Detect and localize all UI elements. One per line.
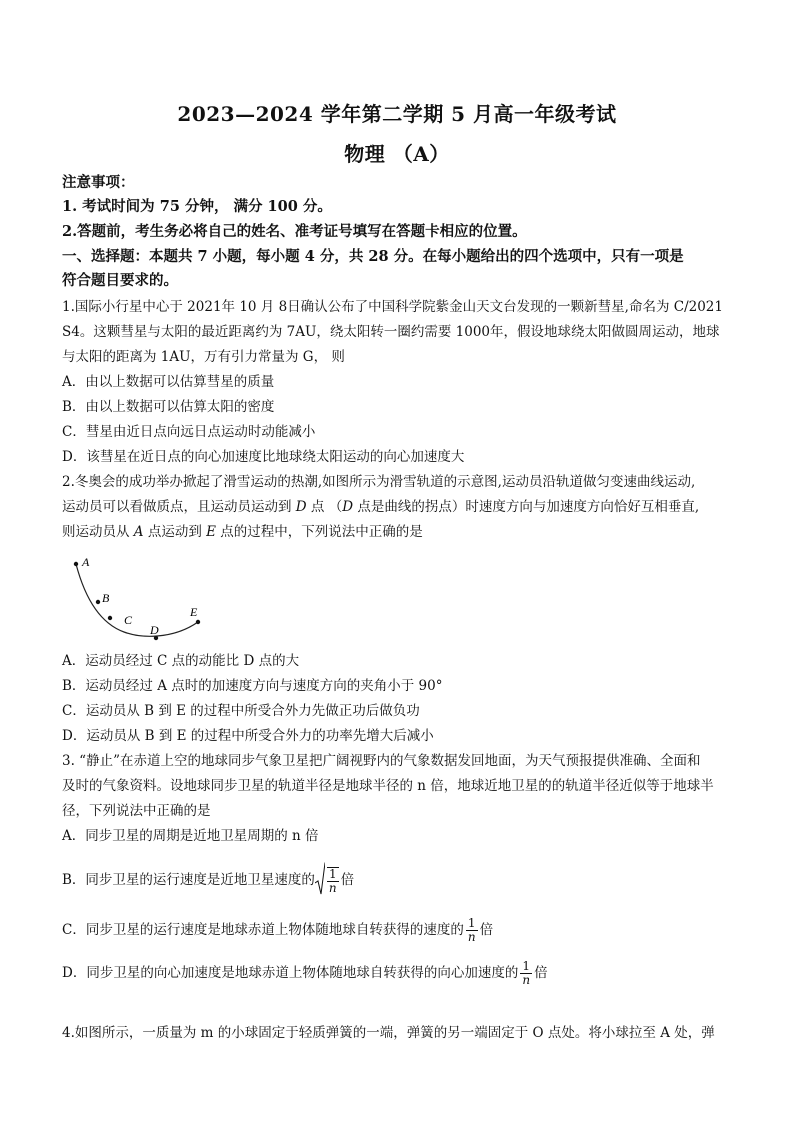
q2-option-c: C．运动员从 B 到 E 的过程中所受合外力先做正功后做负功	[62, 703, 420, 719]
q2-option-a: A．运动员经过 C 点的动能比 D 点的大	[62, 653, 300, 669]
q2-stem-line-2: 运动员可以看做质点，且运动员运动到 D 点 （D 点是曲线的拐点）时速度方向与加速度方向恰好互相垂直,	[62, 499, 700, 515]
section-1-heading-line-2: 符合题目要求的。	[62, 272, 178, 289]
q2-option-d: D．运动员从 B 到 E 的过程中所受合外力的功率先增大后减小	[62, 728, 434, 744]
q2-stem-line-3: 则运动员从 A 点运动到 E 点的过程中，下列说法中正确的是	[62, 524, 423, 540]
q1-option-a: A．由以上数据可以估算彗星的质量	[62, 374, 275, 390]
fraction-1-over-n: $\frac{1}{n}$	[522, 959, 531, 987]
label-d: D	[150, 623, 159, 637]
exam-title: 2023—2024 学年第二学期 5 月高一年级考试	[177, 102, 617, 126]
fraction-1-over-n: $\frac{1}{n}$	[467, 916, 476, 944]
label-b: B	[102, 591, 110, 605]
sqrt-1-over-n: $\frac{1}{n}$	[315, 863, 341, 899]
q3-stem-line-3: 径，下列说法中正确的是	[62, 803, 211, 819]
q3-option-b: B．同步卫星的运行速度是近地卫星速度的 $\frac{1}{n}$ 倍	[62, 862, 742, 899]
q3-option-d: D．同步卫星的向心加速度是地球赤道上物体随地球自转获得的向心加速度的 $\frac{1}{n}$ 倍	[62, 959, 548, 987]
point-c-dot	[108, 616, 112, 620]
q3-stem-line-1: 3. “静止”在赤道上空的地球同步气象卫星把广阔视野内的气象数据发回地面，为天气预报提供准确、全面和	[62, 753, 701, 769]
q1-stem-line-2: S4。这颗彗星与太阳的最近距离约为 7AU，绕太阳转一圈约需要 1000年，假设地球绕太阳做圆周运动，地球	[62, 324, 720, 340]
q1-option-b: B．由以上数据可以估算太阳的密度	[62, 399, 275, 415]
point-e-dot	[196, 620, 200, 624]
q2-stem-line-1: 2.冬奥会的成功举办掀起了滑雪运动的热潮,如图所示为滑雪轨道的示意图,运动员沿轨道做匀变速曲线运动,	[62, 474, 696, 490]
section-1-heading-line-1: 一、选择题：本题共 7 小题，每小题 4 分，共 28 分。在每小题给出的四个选项中，只有一项是	[62, 248, 684, 265]
q3-option-a: A．同步卫星的周期是近地卫星周期的 n 倍	[62, 828, 319, 844]
q1-stem-line-3: 与太阳的距离为 1AU，万有引力常量为 G， 则	[62, 349, 345, 365]
notes-item-1: 1. 考试时间为 75 分钟， 满分 100 分。	[62, 198, 332, 215]
exam-subtitle: 物理 （A）	[344, 142, 450, 166]
label-c: C	[124, 613, 133, 627]
q1-option-c: C．彗星由近日点向远日点运动时动能减小	[62, 424, 316, 440]
q4-stem-line-1: 4.如图所示，一质量为 m 的小球固定于轻质弹簧的一端，弹簧的另一端固定于 O 点处。将小球拉至 A 处，弹	[62, 1025, 715, 1041]
notes-heading: 注意事项：	[62, 174, 135, 191]
point-a-dot	[74, 562, 78, 566]
q2-option-b: B．运动员经过 A 点时的加速度方向与速度方向的夹角小于 90°	[62, 678, 443, 694]
label-a: A	[82, 555, 90, 569]
q3-option-c: C．同步卫星的运行速度是地球赤道上物体随地球自转获得的速度的 $\frac{1}{n}$ 倍	[62, 916, 494, 944]
notes-item-2: 2.答题前，考生务必将自己的姓名、准考证号填写在答题卡相应的位置。	[62, 223, 527, 240]
q3-stem-line-2: 及时的气象资料。设地球同步卫星的轨道半径是地球半径的 n 倍，地球近地卫星的的轨道半径近似等于地球半	[62, 778, 714, 794]
point-b-dot	[96, 600, 100, 604]
q1-option-d: D．该彗星在近日点的向心加速度比地球绕太阳运动的向心加速度大	[62, 449, 465, 465]
q1-stem-line-1: 1.国际小行星中心于 2021年 10 月 8日确认公布了中国科学院紫金山天文台发现的一颗新彗星,命名为 C/2021	[62, 299, 723, 315]
label-e: E	[190, 605, 198, 619]
ski-track-figure	[62, 552, 222, 647]
ski-track-curve	[76, 564, 198, 636]
